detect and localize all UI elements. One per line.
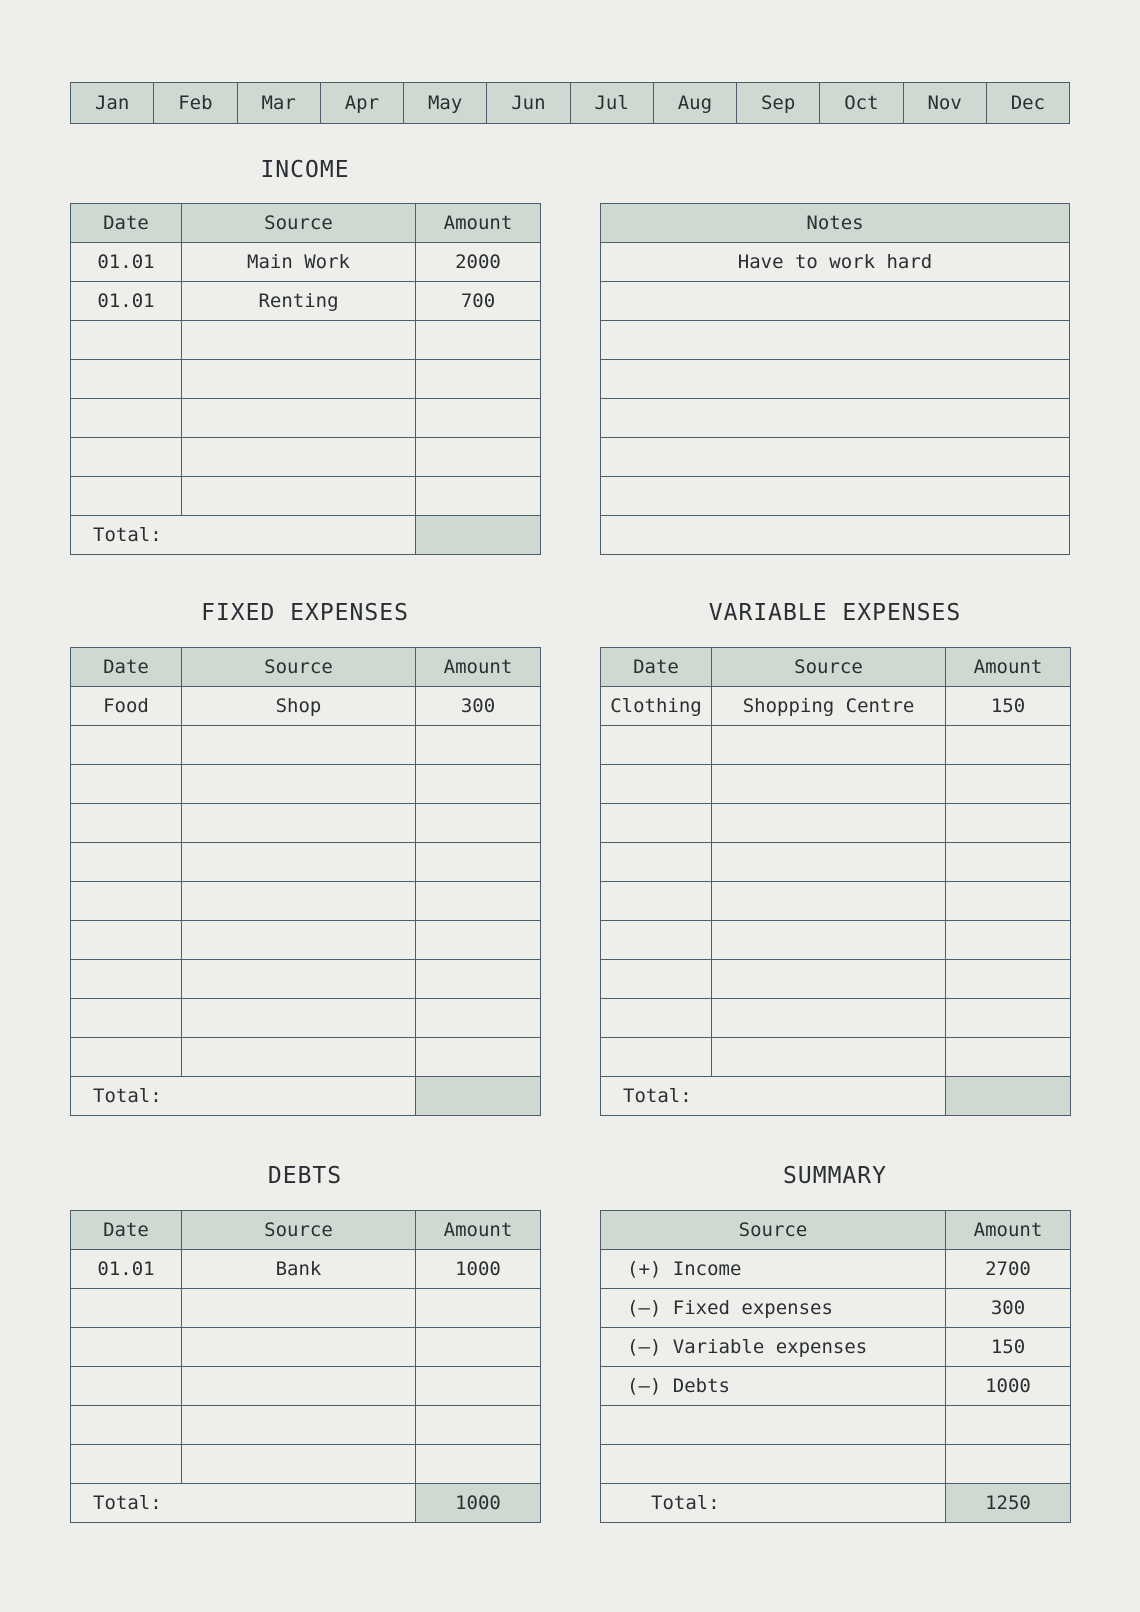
summary-amount-cell: 300	[946, 1289, 1071, 1328]
fixed-date-cell	[71, 843, 182, 882]
summary-source-cell: (+) Income	[601, 1250, 946, 1289]
debts-total-label: Total:	[71, 1484, 416, 1523]
table-row	[71, 1445, 541, 1484]
table-row	[601, 804, 1071, 843]
notes-line	[601, 282, 1070, 321]
summary-source-cell	[601, 1445, 946, 1484]
income-source-cell	[182, 399, 416, 438]
fixed-source-cell	[182, 765, 416, 804]
table-row	[601, 843, 1071, 882]
table-row	[71, 882, 541, 921]
fixed-amount-cell: 300	[416, 687, 541, 726]
fixed-amount-cell	[416, 765, 541, 804]
fixed-source-cell	[182, 843, 416, 882]
income-date-cell	[71, 360, 182, 399]
summary-amount-cell: 2700	[946, 1250, 1071, 1289]
notes-line: Have to work hard	[601, 243, 1070, 282]
month-tab-mar: Mar	[237, 83, 320, 124]
table-row	[601, 1250, 1071, 1289]
table-row	[71, 243, 541, 282]
fixed-source-cell	[182, 1038, 416, 1077]
summary-total-value: 1250	[946, 1484, 1071, 1523]
income-header-amount: Amount	[416, 204, 541, 243]
table-row	[71, 1289, 541, 1328]
variable-date-cell	[601, 804, 712, 843]
table-row	[71, 843, 541, 882]
variable-source-cell	[712, 726, 946, 765]
variable-date-cell	[601, 765, 712, 804]
table-row	[601, 999, 1071, 1038]
fixed-source-cell	[182, 882, 416, 921]
month-tabs	[70, 82, 1070, 124]
fixed-date-cell	[71, 726, 182, 765]
variable-amount-cell	[946, 999, 1071, 1038]
summary-table	[600, 1210, 1071, 1523]
table-row	[71, 1250, 541, 1289]
debts-header-amount: Amount	[416, 1211, 541, 1250]
income-source-cell	[182, 438, 416, 477]
table-row	[601, 921, 1071, 960]
table-row	[71, 960, 541, 999]
month-tab-nov: Nov	[903, 83, 986, 124]
summary-amount-cell	[946, 1406, 1071, 1445]
fixed-date-cell	[71, 882, 182, 921]
debts-amount-cell	[416, 1328, 541, 1367]
table-row	[601, 960, 1071, 999]
table-row	[601, 1328, 1071, 1367]
income-total-value	[416, 516, 541, 555]
debts-header-source: Source	[182, 1211, 416, 1250]
variable-date-cell	[601, 882, 712, 921]
debts-source-cell	[182, 1328, 416, 1367]
debts-source-cell	[182, 1445, 416, 1484]
notes-line	[601, 360, 1070, 399]
table-row	[71, 321, 541, 360]
income-amount-cell	[416, 477, 541, 516]
summary-amount-cell: 150	[946, 1328, 1071, 1367]
table-row	[71, 921, 541, 960]
income-title: INCOME	[260, 157, 350, 183]
fixed-amount-cell	[416, 960, 541, 999]
fixed-amount-cell	[416, 999, 541, 1038]
debts-source-cell	[182, 1289, 416, 1328]
income-source-cell	[182, 360, 416, 399]
fixed-expenses-table	[70, 647, 541, 1116]
fixed-amount-cell	[416, 882, 541, 921]
notes-table	[600, 203, 1070, 555]
variable-amount-cell	[946, 726, 1071, 765]
month-tab-feb: Feb	[154, 83, 237, 124]
variable-source-cell	[712, 1038, 946, 1077]
table-row	[71, 687, 541, 726]
month-tab-sep: Sep	[737, 83, 820, 124]
variable-amount-cell	[946, 882, 1071, 921]
variable-date-cell	[601, 960, 712, 999]
variable-amount-cell	[946, 804, 1071, 843]
summary-title: SUMMARY	[783, 1163, 887, 1189]
month-tab-jan: Jan	[71, 83, 154, 124]
variable-date-cell	[601, 843, 712, 882]
fixed-date-cell	[71, 804, 182, 843]
table-row	[601, 438, 1070, 477]
income-date-cell	[71, 438, 182, 477]
debts-source-cell	[182, 1406, 416, 1445]
fixed-amount-cell	[416, 1038, 541, 1077]
debts-date-cell	[71, 1367, 182, 1406]
table-row	[601, 399, 1070, 438]
variable-total-label: Total:	[601, 1077, 946, 1116]
variable-source-cell: Shopping Centre	[712, 687, 946, 726]
table-row	[601, 477, 1070, 516]
fixed-date-cell	[71, 765, 182, 804]
debts-title: DEBTS	[267, 1163, 343, 1189]
summary-source-cell: (–) Debts	[601, 1367, 946, 1406]
variable-expenses-table	[600, 647, 1071, 1116]
debts-amount-cell	[416, 1367, 541, 1406]
table-row	[71, 477, 541, 516]
income-amount-cell	[416, 399, 541, 438]
notes-line	[601, 399, 1070, 438]
variable-total-value	[946, 1077, 1071, 1116]
table-row	[601, 243, 1070, 282]
fixed-header-source: Source	[182, 648, 416, 687]
income-source-cell	[182, 477, 416, 516]
variable-amount-cell	[946, 921, 1071, 960]
fixed-date-cell	[71, 1038, 182, 1077]
table-row	[601, 1445, 1071, 1484]
income-source-cell: Renting	[182, 282, 416, 321]
income-amount-cell	[416, 321, 541, 360]
fixed-total-label: Total:	[71, 1077, 416, 1116]
table-row	[601, 882, 1071, 921]
table-row	[71, 399, 541, 438]
income-date-cell: 01.01	[71, 243, 182, 282]
variable-amount-cell: 150	[946, 687, 1071, 726]
fixed-date-cell: Food	[71, 687, 182, 726]
variable-amount-cell	[946, 843, 1071, 882]
summary-source-cell: (–) Variable expenses	[601, 1328, 946, 1367]
variable-source-cell	[712, 765, 946, 804]
month-tab-may: May	[404, 83, 487, 124]
variable-date-cell	[601, 1038, 712, 1077]
table-row	[601, 321, 1070, 360]
month-tab-jul: Jul	[570, 83, 653, 124]
table-row	[71, 282, 541, 321]
debts-total-value: 1000	[416, 1484, 541, 1523]
variable-header-date: Date	[601, 648, 712, 687]
debts-date-cell	[71, 1289, 182, 1328]
table-row	[601, 1406, 1071, 1445]
table-row	[601, 360, 1070, 399]
debts-amount-cell	[416, 1406, 541, 1445]
summary-header-amount: Amount	[946, 1211, 1071, 1250]
fixed-header-date: Date	[71, 648, 182, 687]
debts-date-cell: 01.01	[71, 1250, 182, 1289]
fixed-date-cell	[71, 960, 182, 999]
variable-header-amount: Amount	[946, 648, 1071, 687]
income-header-date: Date	[71, 204, 182, 243]
fixed-source-cell	[182, 804, 416, 843]
income-source-cell: Main Work	[182, 243, 416, 282]
debts-date-cell	[71, 1328, 182, 1367]
table-row	[71, 1406, 541, 1445]
fixed-amount-cell	[416, 804, 541, 843]
summary-source-cell	[601, 1406, 946, 1445]
table-row	[71, 726, 541, 765]
month-tab-aug: Aug	[653, 83, 736, 124]
table-row	[601, 1367, 1071, 1406]
variable-source-cell	[712, 921, 946, 960]
variable-source-cell	[712, 843, 946, 882]
summary-total-label: Total:	[601, 1484, 946, 1523]
variable-date-cell	[601, 999, 712, 1038]
variable-source-cell	[712, 999, 946, 1038]
income-date-cell	[71, 477, 182, 516]
variable-source-cell	[712, 960, 946, 999]
fixed-date-cell	[71, 999, 182, 1038]
income-date-cell	[71, 399, 182, 438]
table-row	[71, 804, 541, 843]
notes-line	[601, 321, 1070, 360]
table-row	[71, 1328, 541, 1367]
debts-amount-cell	[416, 1289, 541, 1328]
income-amount-cell	[416, 360, 541, 399]
month-tab-oct: Oct	[820, 83, 903, 124]
table-row	[601, 687, 1071, 726]
debts-source-cell: Bank	[182, 1250, 416, 1289]
summary-amount-cell	[946, 1445, 1071, 1484]
notes-line	[601, 438, 1070, 477]
table-row	[601, 1289, 1071, 1328]
summary-header-source: Source	[601, 1211, 946, 1250]
variable-source-cell	[712, 804, 946, 843]
income-total-label: Total:	[71, 516, 416, 555]
fixed-header-amount: Amount	[416, 648, 541, 687]
table-row	[71, 1038, 541, 1077]
income-amount-cell: 700	[416, 282, 541, 321]
income-header-source: Source	[182, 204, 416, 243]
income-amount-cell	[416, 438, 541, 477]
table-row	[71, 360, 541, 399]
fixed-amount-cell	[416, 726, 541, 765]
debts-header-date: Date	[71, 1211, 182, 1250]
fixed-date-cell	[71, 921, 182, 960]
debts-date-cell	[71, 1406, 182, 1445]
income-amount-cell: 2000	[416, 243, 541, 282]
notes-line	[601, 477, 1070, 516]
fixed-amount-cell	[416, 843, 541, 882]
variable-date-cell	[601, 726, 712, 765]
variable-date-cell	[601, 921, 712, 960]
table-row	[601, 1038, 1071, 1077]
fixed-total-value	[416, 1077, 541, 1116]
income-date-cell	[71, 321, 182, 360]
fixed-source-cell	[182, 999, 416, 1038]
variable-amount-cell	[946, 765, 1071, 804]
variable-amount-cell	[946, 1038, 1071, 1077]
table-row	[601, 726, 1071, 765]
variable-expenses-title: VARIABLE EXPENSES	[708, 600, 962, 626]
summary-amount-cell: 1000	[946, 1367, 1071, 1406]
notes-line	[601, 516, 1070, 555]
income-source-cell	[182, 321, 416, 360]
fixed-amount-cell	[416, 921, 541, 960]
debts-date-cell	[71, 1445, 182, 1484]
debts-amount-cell: 1000	[416, 1250, 541, 1289]
table-row	[71, 1367, 541, 1406]
month-tab-dec: Dec	[986, 83, 1069, 124]
variable-date-cell: Clothing	[601, 687, 712, 726]
debts-source-cell	[182, 1367, 416, 1406]
month-tab-jun: Jun	[487, 83, 570, 124]
fixed-source-cell	[182, 960, 416, 999]
income-date-cell: 01.01	[71, 282, 182, 321]
notes-header: Notes	[601, 204, 1070, 243]
variable-amount-cell	[946, 960, 1071, 999]
income-table	[70, 203, 541, 555]
table-row	[71, 765, 541, 804]
table-row	[71, 438, 541, 477]
fixed-expenses-title: FIXED EXPENSES	[201, 600, 409, 626]
table-row	[601, 765, 1071, 804]
debts-table	[70, 1210, 541, 1523]
debts-amount-cell	[416, 1445, 541, 1484]
summary-source-cell: (–) Fixed expenses	[601, 1289, 946, 1328]
table-row	[601, 516, 1070, 555]
table-row	[601, 282, 1070, 321]
variable-header-source: Source	[712, 648, 946, 687]
month-tab-apr: Apr	[320, 83, 403, 124]
fixed-source-cell	[182, 726, 416, 765]
variable-source-cell	[712, 882, 946, 921]
table-row	[71, 999, 541, 1038]
fixed-source-cell	[182, 921, 416, 960]
fixed-source-cell: Shop	[182, 687, 416, 726]
